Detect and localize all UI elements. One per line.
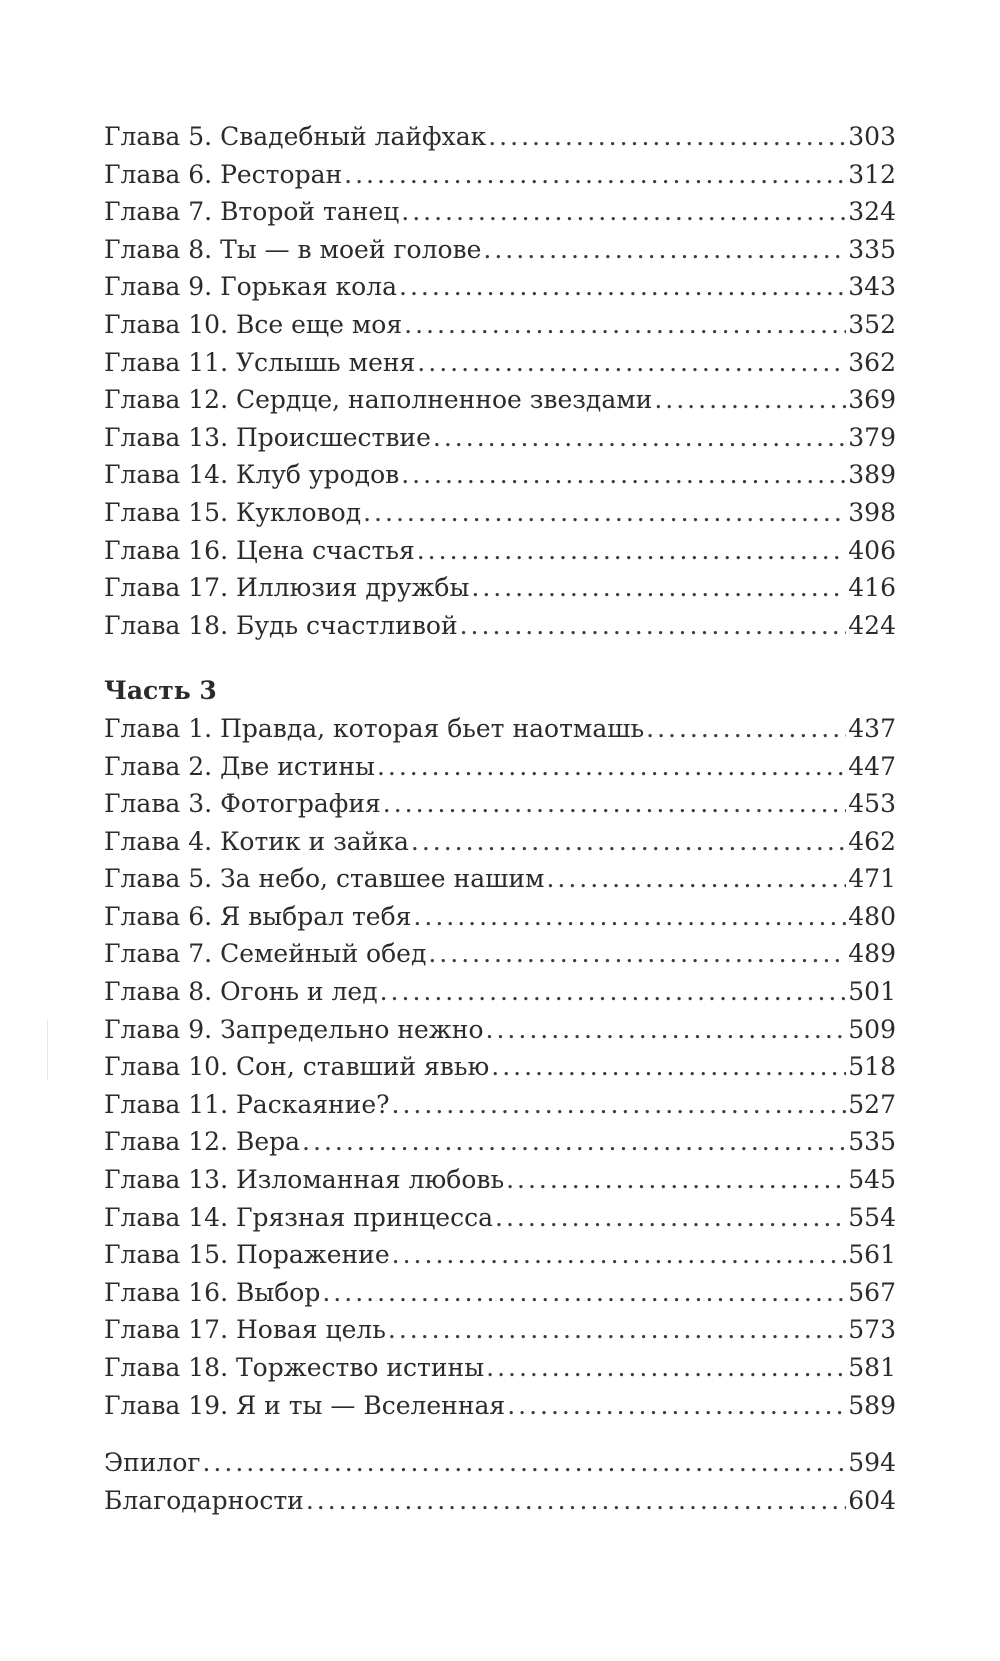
toc-entry-page-number: 480: [848, 901, 896, 931]
toc-entry: [104, 456, 896, 494]
toc-entry-page-number: 589: [848, 1390, 896, 1420]
toc-entry-page-number: 554: [848, 1202, 896, 1232]
toc-entry: [104, 935, 896, 973]
toc-entry-page-number: 406: [848, 535, 896, 565]
toc-dot-leader: [483, 231, 846, 269]
toc-entry: [104, 1236, 896, 1274]
toc-entry-page-number: 352: [848, 309, 896, 339]
toc-entry: [104, 1123, 896, 1161]
toc-entry: [104, 1349, 896, 1387]
toc-entry-page-number: 312: [848, 159, 896, 189]
toc-entry-title: Глава 18. Торжество истины: [104, 1353, 485, 1382]
toc-entry-title: Глава 14. Клуб уродов: [104, 460, 400, 490]
toc-entry: [104, 494, 896, 532]
toc-entry-page-number: 424: [848, 610, 896, 640]
toc-dot-leader: [377, 748, 846, 786]
page-edge-mark: [47, 1020, 48, 1080]
toc-dot-leader: [401, 456, 846, 494]
toc-entry: [104, 607, 896, 645]
toc-entry: [104, 748, 896, 786]
toc-dot-leader: [363, 494, 846, 532]
toc-entry: [104, 898, 896, 936]
toc-entry-page-number: 416: [848, 573, 896, 603]
toc-dot-leader: [486, 1011, 847, 1049]
toc-dot-leader: [399, 268, 846, 306]
toc-entry: [104, 1387, 896, 1425]
toc-entry: [104, 860, 896, 898]
toc-dot-leader: [646, 710, 846, 748]
toc-dot-leader: [380, 973, 847, 1011]
toc-entry: [104, 193, 896, 231]
toc-dot-leader: [411, 823, 846, 861]
toc-dot-leader: [546, 860, 846, 898]
toc-entry: [104, 118, 896, 156]
toc-entry-page-number: 398: [848, 497, 896, 527]
toc-entry-title: Глава 17. Новая цель: [104, 1315, 386, 1345]
toc-entry-page-number: 518: [848, 1052, 896, 1082]
toc-entry-title: Глава 11. Раскаяние?: [104, 1089, 390, 1119]
toc-dot-leader: [428, 935, 846, 973]
toc-dot-leader: [322, 1274, 846, 1312]
toc-entry-title: Глава 7. Второй танец: [104, 197, 400, 227]
toc-entry: [104, 569, 896, 607]
toc-entry-page-number: 509: [848, 1014, 896, 1044]
toc-entry: [104, 419, 896, 457]
toc-entry-title: Глава 9. Запредельно нежно: [104, 1014, 484, 1044]
toc-dot-leader: [486, 1349, 846, 1387]
toc-entry: [104, 381, 896, 419]
toc-entry-page-number: 447: [848, 751, 896, 781]
toc-entry: [104, 1086, 896, 1124]
toc-dot-leader: [460, 607, 847, 645]
toc-entry: [104, 1274, 896, 1312]
toc-entry-page-number: 462: [848, 826, 896, 856]
toc-entry: [104, 1311, 896, 1349]
toc-entry-page-number: 324: [848, 197, 896, 227]
toc-entry-title: Глава 5. Свадебный лайфхак: [104, 122, 487, 151]
toc-entry: [104, 1444, 896, 1482]
toc-entry: [104, 1048, 896, 1086]
toc-entry-title: Глава 13. Изломанная любовь: [104, 1165, 505, 1195]
toc-entry-page-number: 604: [848, 1485, 896, 1515]
toc-dot-leader: [344, 156, 846, 194]
toc-entry-title: Глава 11. Услышь меня: [104, 347, 416, 377]
toc-dot-leader: [392, 1236, 847, 1274]
toc-entry-title: Глава 6. Я выбрал тебя: [104, 901, 412, 931]
toc-entry-title: Глава 18. Будь счастливой: [104, 610, 458, 640]
toc-entry-title: Глава 7. Семейный обед: [104, 939, 427, 969]
toc-dot-leader: [302, 1123, 846, 1161]
toc-entry: [104, 1199, 896, 1237]
toc-entry-title: Глава 9. Горькая кола: [104, 272, 397, 302]
toc-entry-page-number: 369: [848, 385, 896, 415]
toc-entry-title: Благодарности: [104, 1485, 304, 1515]
toc-dot-leader: [471, 569, 846, 607]
toc-dot-leader: [488, 118, 846, 156]
toc-dot-leader: [491, 1048, 846, 1086]
table-of-contents: [104, 118, 896, 1519]
toc-entry-page-number: 303: [848, 122, 896, 151]
toc-entry-page-number: 489: [848, 939, 896, 969]
toc-entry-title: Глава 6. Ресторан: [104, 159, 343, 189]
toc-dot-leader: [654, 381, 846, 419]
toc-entry-page-number: 471: [848, 864, 896, 894]
toc-dot-leader: [495, 1199, 846, 1237]
toc-entry-page-number: 535: [848, 1127, 896, 1157]
toc-entry-title: Глава 13. Происшествие: [104, 422, 431, 452]
toc-entry: [104, 1011, 896, 1049]
toc-dot-leader: [306, 1482, 846, 1520]
toc-entry-page-number: 567: [848, 1277, 896, 1307]
toc-entry-title: Глава 12. Сердце, наполненное звездами: [104, 385, 653, 415]
toc-dot-leader: [388, 1311, 846, 1349]
toc-dot-leader: [392, 1086, 847, 1124]
toc-entry-page-number: 335: [848, 234, 896, 264]
toc-dot-leader: [507, 1387, 846, 1425]
toc-entry-title: Глава 15. Поражение: [104, 1240, 390, 1270]
toc-entry-page-number: 437: [848, 713, 896, 743]
toc-entry: [104, 306, 896, 344]
toc-entry-title: Глава 17. Иллюзия дружбы: [104, 573, 470, 603]
toc-entry-title: Глава 8. Огонь и лед: [104, 977, 378, 1007]
toc-entry: [104, 1482, 896, 1520]
toc-dot-leader: [383, 785, 847, 823]
toc-entry-page-number: 573: [848, 1315, 896, 1345]
toc-entry-title: Глава 16. Выбор: [104, 1277, 321, 1307]
toc-entry: [104, 231, 896, 269]
toc-dot-leader: [401, 193, 846, 231]
toc-entry: [104, 710, 896, 748]
toc-dot-leader: [404, 306, 846, 344]
toc-entry-page-number: 501: [848, 977, 896, 1007]
toc-entry: [104, 1161, 896, 1199]
toc-entry: [104, 268, 896, 306]
toc-entry: [104, 785, 896, 823]
toc-entry-page-number: 379: [848, 422, 896, 452]
toc-entry-title: Глава 10. Сон, ставший явью: [104, 1052, 490, 1082]
toc-dot-leader: [417, 344, 846, 382]
toc-entry: [104, 973, 896, 1011]
toc-dot-leader: [433, 419, 846, 457]
toc-dot-leader: [417, 532, 847, 570]
toc-entry-page-number: 362: [848, 347, 896, 377]
back-matter-list: [104, 1444, 896, 1519]
toc-dot-leader: [202, 1444, 846, 1482]
toc-entry-title: Глава 2. Две истины: [104, 751, 375, 781]
toc-entry-title: Глава 15. Кукловод: [104, 497, 362, 527]
toc-entry-title: Глава 8. Ты — в моей голове: [104, 234, 482, 264]
toc-entry-title: Глава 14. Грязная принцесса: [104, 1202, 493, 1232]
toc-entry-title: Глава 19. Я и ты — Вселенная: [104, 1390, 506, 1420]
toc-entry-title: Глава 12. Вера: [104, 1127, 301, 1157]
toc-dot-leader: [506, 1161, 846, 1199]
toc-entry-page-number: 561: [848, 1240, 896, 1270]
part-2-chapter-list: [104, 118, 896, 644]
toc-entry-title: Глава 5. За небо, ставшее нашим: [104, 864, 545, 894]
toc-entry-page-number: 594: [848, 1448, 896, 1478]
toc-dot-leader: [413, 898, 846, 936]
toc-entry-title: Глава 1. Правда, которая бьет наотмашь: [104, 713, 645, 743]
toc-entry-title: Глава 16. Цена счастья: [104, 535, 415, 565]
toc-entry-page-number: 527: [848, 1089, 896, 1119]
part-3-heading: Часть 3: [104, 676, 217, 706]
toc-entry-page-number: 343: [848, 272, 896, 302]
part-3-chapter-list: [104, 710, 896, 1424]
toc-entry: [104, 344, 896, 382]
toc-entry-title: Глава 4. Котик и зайка: [104, 826, 409, 856]
toc-entry: [104, 532, 896, 570]
toc-entry-page-number: 581: [848, 1353, 896, 1382]
toc-entry-title: Глава 3. Фотография: [104, 789, 381, 819]
toc-entry-page-number: 389: [848, 460, 896, 490]
toc-entry-title: Глава 10. Все еще моя: [104, 309, 403, 339]
toc-entry: [104, 823, 896, 861]
toc-entry-page-number: 545: [848, 1165, 896, 1195]
toc-entry-page-number: 453: [848, 789, 896, 819]
toc-entry-title: Эпилог: [104, 1448, 201, 1478]
toc-entry: [104, 156, 896, 194]
